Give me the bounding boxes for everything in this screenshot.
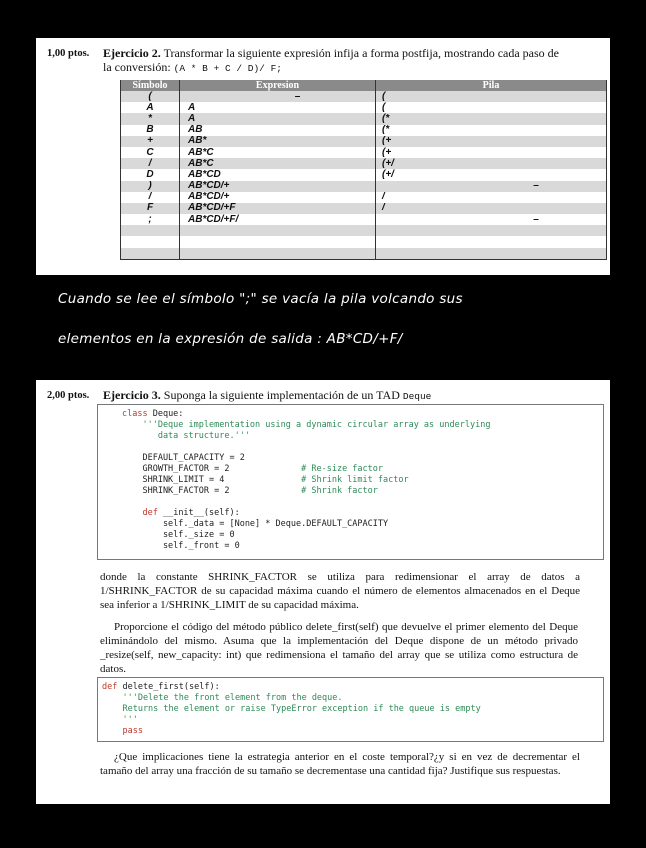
ex2-text: Transformar la siguiente expresión infija a forma postfija, mostrando cada paso de <box>163 46 560 60</box>
table-row <box>121 125 607 136</box>
expression-cell <box>180 225 376 236</box>
code-line: self._data = [None] * Deque.DEFAULT_CAPACITY <box>122 519 389 529</box>
code-line: '''Deque implementation using a dynamic circular array as underlying <box>122 420 491 430</box>
table-row <box>121 147 607 158</box>
symbol-cell: F <box>121 203 180 214</box>
ex3-paragraph-3 <box>100 750 580 778</box>
stack-cell: (+ <box>376 136 607 147</box>
stack-cell: (* <box>376 113 607 124</box>
symbol-cell: B <box>121 125 180 136</box>
stack-cell: ( <box>376 91 607 102</box>
stack-cell <box>376 225 607 236</box>
code-line: ''' <box>102 715 138 725</box>
stack-cell: – <box>376 214 607 225</box>
stack-cell: / <box>376 192 607 203</box>
code-line <box>122 442 490 453</box>
exercise-2-panel <box>36 38 610 275</box>
ex2-text2: la conversión: <box>103 60 171 74</box>
ex3-statement <box>103 388 431 404</box>
expression-cell: – <box>180 91 376 102</box>
stack-cell: ( <box>376 102 607 113</box>
symbol-cell: ; <box>121 214 180 225</box>
symbol-cell <box>121 248 180 260</box>
expression-cell: AB*C <box>180 147 376 158</box>
table-row <box>121 169 607 180</box>
code-line: def __init__(self): <box>142 508 240 518</box>
expression-cell <box>180 236 376 247</box>
ex3-p3: ¿Que implicaciones tiene la estrategia anterior en el coste temporal?¿y si en vez de decrementar el tamaño del array una fracción de su tamaño se decrementase una cantidad fija? Justifique sus respuestas. <box>100 751 580 777</box>
ex3-paragraph-2 <box>100 620 578 676</box>
table-row <box>121 203 607 214</box>
ex3-p1: donde la constante SHRINK_FACTOR se utiliza para redimensionar el array de datos a 1/SHRINK_FACTOR de su capacidad máxima cuando el número de elementos almacenados en el Deque sea inferior a 1/SHRINK_LIMIT de su capacidad máxima. <box>100 571 580 611</box>
table-row <box>121 113 607 124</box>
ex2-points: 1,00 ptos. <box>47 48 90 59</box>
code-line: DEFAULT_CAPACITY = 2 <box>122 453 245 463</box>
stack-cell: (* <box>376 125 607 136</box>
conversion-table <box>120 80 607 260</box>
symbol-cell <box>121 236 180 247</box>
table-row <box>121 236 607 247</box>
code-line: class Deque: <box>122 409 184 419</box>
table-row <box>121 158 607 169</box>
stack-cell: / <box>376 203 607 214</box>
ex3-text: Suponga la siguiente implementación de un TAD <box>163 388 400 402</box>
table-row <box>121 192 607 203</box>
symbol-cell: C <box>121 147 180 158</box>
header-symbol: Símbolo <box>121 80 180 91</box>
exercise-3-panel <box>36 380 610 804</box>
stack-cell: (+/ <box>376 169 607 180</box>
symbol-cell: ) <box>121 181 180 192</box>
ex2-statement <box>103 46 603 76</box>
stack-cell: (+ <box>376 147 607 158</box>
delete-first-code <box>102 682 481 737</box>
symbol-cell: + <box>121 136 180 147</box>
ex2-expression: (A * B + C / D)/ F; <box>173 63 282 74</box>
expression-cell: A <box>180 102 376 113</box>
table-row <box>121 225 607 236</box>
code-line: pass <box>122 726 143 736</box>
expression-cell: AB* <box>180 136 376 147</box>
code-line: SHRINK_LIMIT = 4 # Shrink limit factor <box>122 475 409 485</box>
deque-class-code <box>122 409 490 552</box>
stack-cell <box>376 236 607 247</box>
handwritten-note-line-1: Cuando se lee el símbolo ";" se vacía la pila volcando sus <box>58 291 463 307</box>
expression-cell: AB*CD <box>180 169 376 180</box>
symbol-cell: / <box>121 192 180 203</box>
ex3-p2: Proporcione el código del método público delete_first(self) que devuelve el primer elemento del Deque eliminándolo del mismo. Asuma que la implementación del Deque dispone de un método privado _resize(self, new_capacity: int) que redimensiona el tamaño del array que se utiliza como estructura de datos. <box>100 621 578 675</box>
symbol-cell: / <box>121 158 180 169</box>
table-row <box>121 248 607 260</box>
stack-cell: (+/ <box>376 158 607 169</box>
ex3-points: 2,00 ptos. <box>47 390 90 401</box>
expression-cell: AB*CD/+F/ <box>180 214 376 225</box>
ex2-title: Ejercicio 2. <box>103 46 161 60</box>
ex3-tad-name: Deque <box>402 391 432 402</box>
expression-cell: AB*CD/+F <box>180 203 376 214</box>
deque-class-code-box <box>97 404 604 560</box>
header-stack: Pila <box>376 80 607 91</box>
symbol-cell: A <box>121 102 180 113</box>
header-expression: Expresion <box>180 80 376 91</box>
code-line <box>122 497 490 508</box>
table-header-row <box>121 80 607 91</box>
expression-cell: AB*CD/+ <box>180 192 376 203</box>
code-line: self._size = 0 <box>122 530 235 540</box>
expression-cell: AB*C <box>180 158 376 169</box>
code-line: Returns the element or raise TypeError exception if the queue is empty <box>102 704 481 714</box>
expression-cell: AB <box>180 125 376 136</box>
code-line: self._front = 0 <box>122 541 240 551</box>
symbol-cell: D <box>121 169 180 180</box>
code-line: '''Delete the front element from the deque. <box>102 693 343 703</box>
expression-cell: A <box>180 113 376 124</box>
ex3-paragraph-1 <box>100 570 580 612</box>
stack-cell: – <box>376 181 607 192</box>
ex3-title: Ejercicio 3. <box>103 388 161 402</box>
table-row <box>121 91 607 102</box>
symbol-cell: * <box>121 113 180 124</box>
symbol-cell: ( <box>121 91 180 102</box>
table-row <box>121 214 607 225</box>
expression-cell: AB*CD/+ <box>180 181 376 192</box>
table-row <box>121 136 607 147</box>
code-line: GROWTH_FACTOR = 2 # Re-size factor <box>122 464 384 474</box>
table-row <box>121 102 607 113</box>
stack-cell <box>376 248 607 260</box>
handwritten-note-line-2: elementos en la expresión de salida : AB*CD/+F/ <box>58 331 403 347</box>
expression-cell <box>180 248 376 260</box>
symbol-cell <box>121 225 180 236</box>
code-line: SHRINK_FACTOR = 2 # Shrink factor <box>122 486 378 496</box>
delete-first-code-box <box>97 677 604 742</box>
code-line: def delete_first(self): <box>102 682 220 692</box>
table-row <box>121 181 607 192</box>
code-line: data structure.''' <box>122 431 250 441</box>
